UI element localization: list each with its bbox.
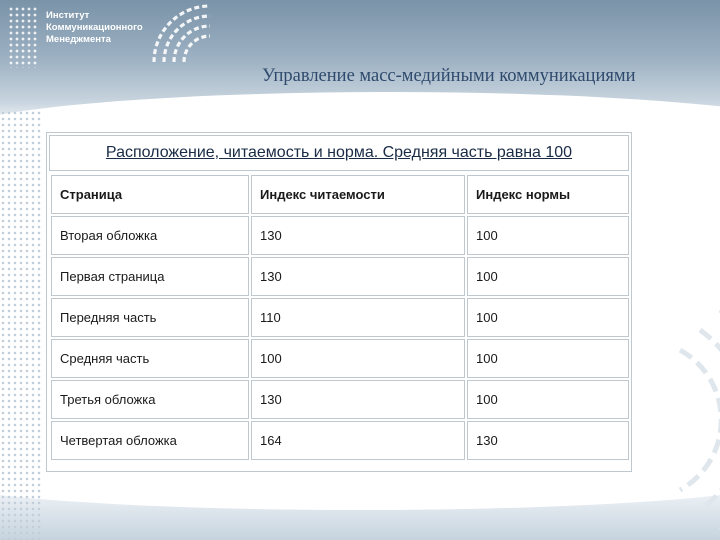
column-header: Страница <box>51 175 249 214</box>
table-cell: 164 <box>251 421 465 460</box>
logo-dot-grid <box>8 6 38 68</box>
table-cell: 100 <box>467 339 629 378</box>
column-header: Индекс читаемости <box>251 175 465 214</box>
slide-title: Управление масс-медийными коммуникациями <box>262 66 636 86</box>
table-header-row <box>51 175 629 214</box>
table-cell: Средняя часть <box>51 339 249 378</box>
table-cell: 100 <box>467 216 629 255</box>
dot-grid-decoration <box>0 110 42 540</box>
table-cell: 130 <box>251 257 465 296</box>
table-cell: 100 <box>467 298 629 337</box>
table-row <box>51 339 629 378</box>
table-row <box>51 298 629 337</box>
table-row <box>51 257 629 296</box>
logo-line-3: Менеджмента <box>46 34 111 45</box>
table-cell: 130 <box>467 421 629 460</box>
table-cell: 110 <box>251 298 465 337</box>
table-row <box>51 421 629 460</box>
table-cell: 130 <box>251 380 465 419</box>
column-header: Индекс нормы <box>467 175 629 214</box>
table-row <box>51 216 629 255</box>
logo-line-1: Институт <box>46 10 90 21</box>
logo-text <box>46 10 143 46</box>
table-cell: Третья обложка <box>51 380 249 419</box>
table-caption: Расположение, читаемость и норма. Средняя часть равна 100 <box>49 135 629 171</box>
table-container <box>46 132 632 472</box>
table-cell: Первая страница <box>51 257 249 296</box>
logo-arcs-icon <box>150 2 220 64</box>
table-cell: 130 <box>251 216 465 255</box>
table-cell: 100 <box>467 257 629 296</box>
data-table <box>49 173 631 462</box>
table-cell: Вторая обложка <box>51 216 249 255</box>
table-cell: Передняя часть <box>51 298 249 337</box>
table-cell: 100 <box>467 380 629 419</box>
table-row <box>51 380 629 419</box>
table-cell: Четвертая обложка <box>51 421 249 460</box>
logo-line-2: Коммуникационного <box>46 22 143 33</box>
table-cell: 100 <box>251 339 465 378</box>
